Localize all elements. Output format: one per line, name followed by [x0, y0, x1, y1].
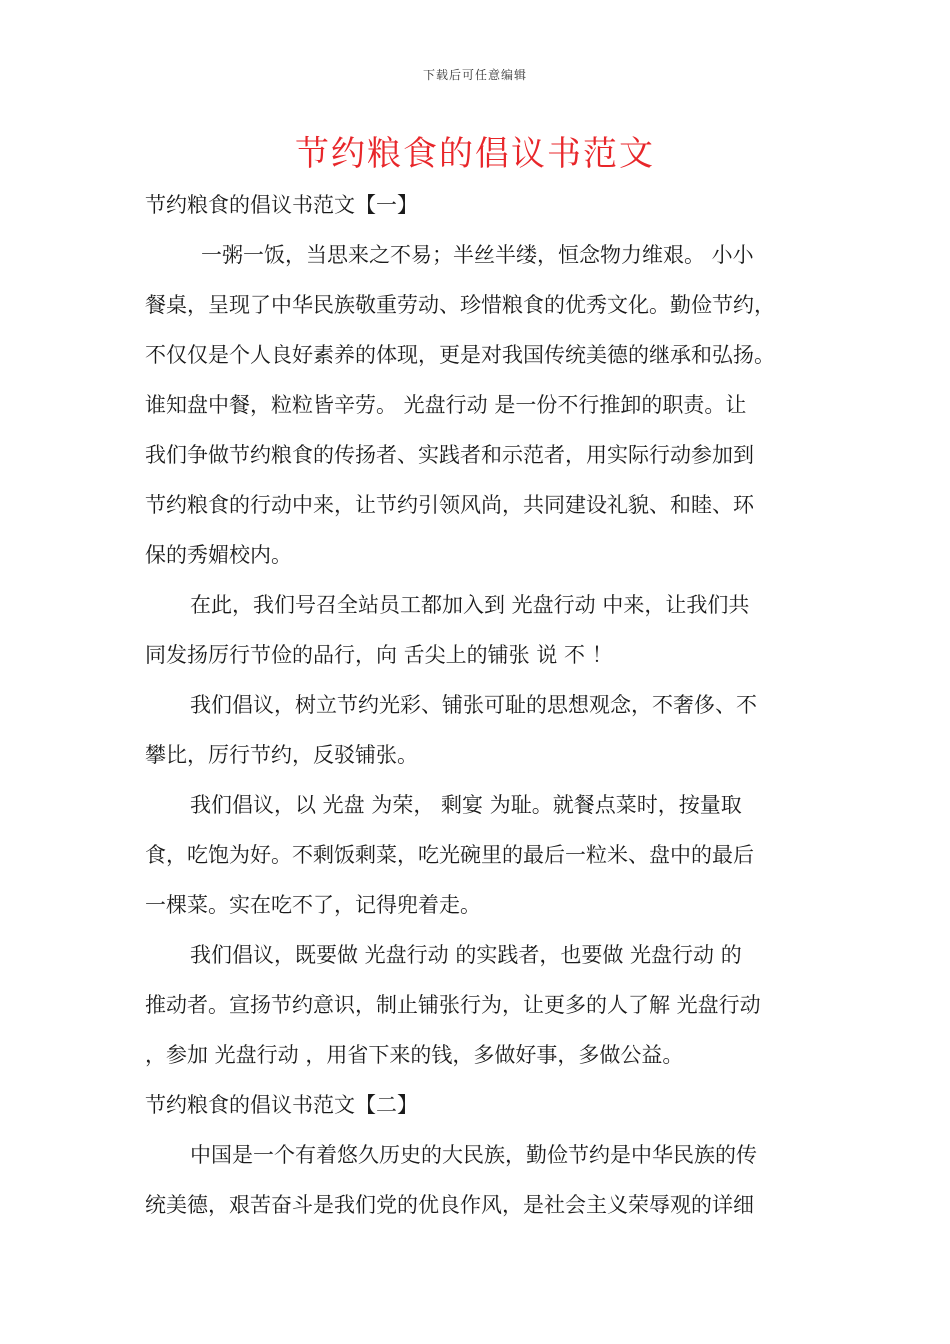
paragraph-line: ，参加 光盘行动 ，用省下来的钱，多做好事，多做公益。	[145, 1043, 684, 1067]
paragraph-line: 统美德，艰苦奋斗是我们党的优良作风，是社会主义荣辱观的详细	[145, 1193, 754, 1217]
paragraph-line: 我们倡议，既要做 光盘行动 的实践者，也要做 光盘行动 的	[190, 943, 742, 967]
paragraph-line: 我们倡议，以 光盘 为荣， 剩宴 为耻。就餐点菜时，按量取	[190, 793, 742, 817]
paragraph-line: 攀比，厉行节约，反驳铺张。	[145, 743, 418, 767]
section-heading: 节约粮食的倡议书范文【一】	[145, 193, 418, 217]
paragraph-line: 同发扬厉行节俭的品行，向 舌尖上的铺张 说 不 ！	[145, 643, 613, 667]
paragraph-line: 在此，我们号召全站员工都加入到 光盘行动 中来，让我们共	[190, 593, 750, 617]
paragraph-line: 中国是一个有着悠久历史的大民族，勤俭节约是中华民族的传	[190, 1143, 757, 1167]
paragraph-line: 餐桌，呈现了中华民族敬重劳动、珍惜粮食的优秀文化。勤俭节约，	[145, 293, 775, 317]
paragraph-line: 节约粮食的行动中来，让节约引领风尚，共同建设礼貌、和睦、环	[145, 493, 754, 517]
document-title: 节约粮食的倡议书范文	[295, 134, 655, 174]
document-body	[145, 180, 815, 1230]
section-heading: 节约粮食的倡议书范文【二】	[145, 1093, 418, 1117]
paragraph-line: 谁知盘中餐，粒粒皆辛劳。 光盘行动 是一份不行推卸的职责。让	[145, 393, 747, 417]
paragraph-line: 一棵菜。实在吃不了，记得兜着走。	[145, 893, 481, 917]
paragraph-line: 我们争做节约粮食的传扬者、实践者和示范者，用实际行动参加到	[145, 443, 754, 467]
paragraph-line: 推动者。宣扬节约意识，制止铺张行为，让更多的人了解 光盘行动	[145, 993, 761, 1017]
paragraph-line: 一粥一饭，当思来之不易；半丝半缕，恒念物力维艰。 小小	[201, 243, 754, 267]
paragraph-line: 不仅仅是个人良好素养的体现，更是对我国传统美德的继承和弘扬。	[145, 343, 775, 367]
paragraph-line: 食，吃饱为好。不剩饭剩菜，吃光碗里的最后一粒米、盘中的最后	[145, 843, 754, 867]
paragraph-line: 我们倡议，树立节约光彩、铺张可耻的思想观念，不奢侈、不	[190, 693, 757, 717]
paragraph-line: 保的秀媚校内。	[145, 543, 292, 567]
page-header-note: 下载后可任意编辑	[422, 68, 527, 82]
